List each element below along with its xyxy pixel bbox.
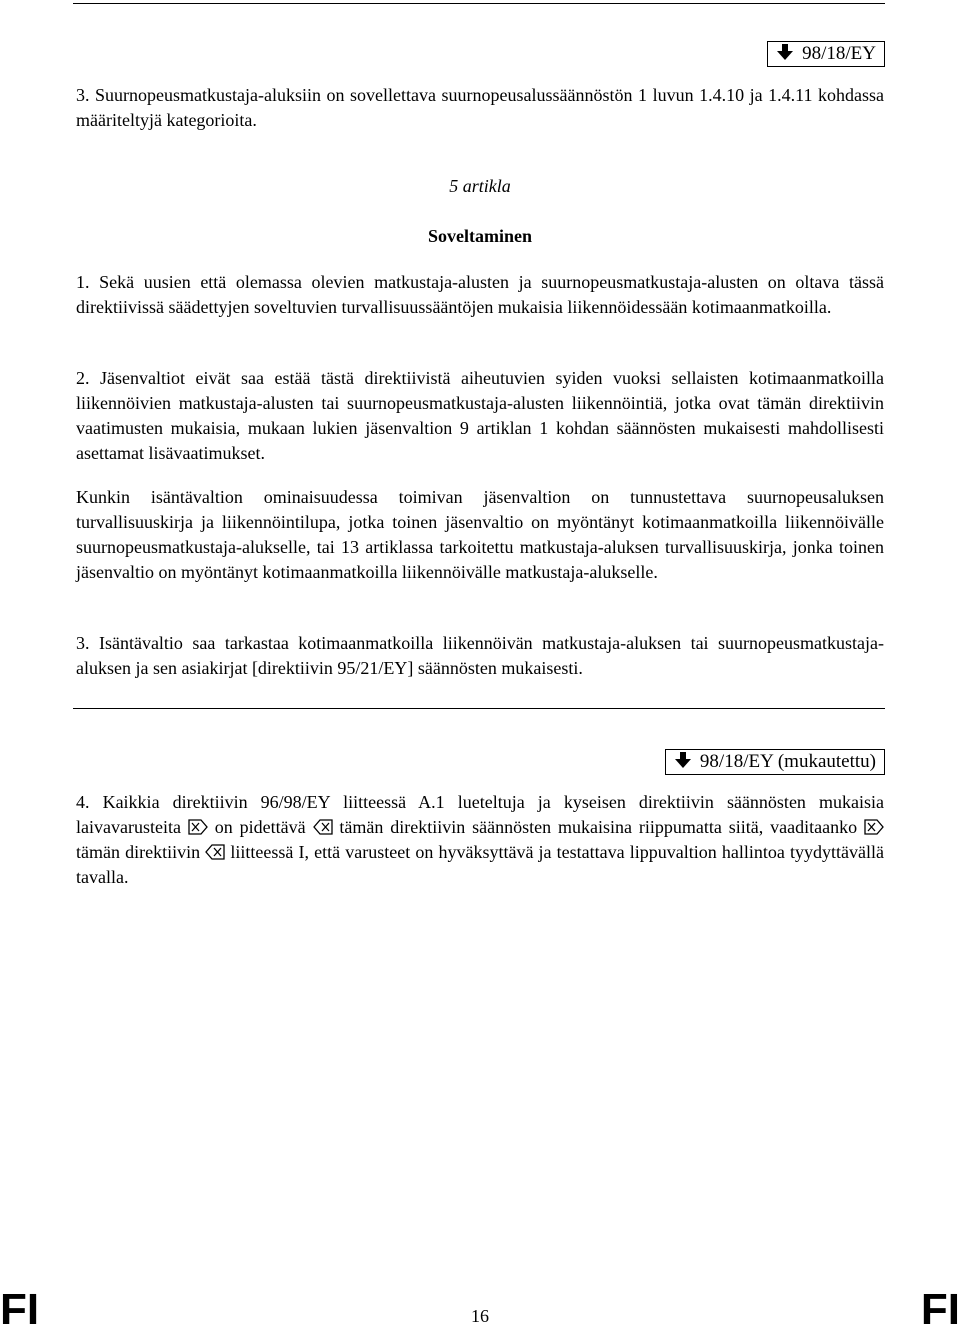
article-number: 5 artikla [449,176,511,196]
paragraph-4-text-3: tämän direktiivin säännösten mukaisina riippumatta siitä, vaaditaanko [332,817,864,837]
footer-language-left: FI [0,1285,40,1334]
amendment-reference-label-adapted: 98/18/EY (mukautettu) [699,751,876,772]
footer-language-right: FI [920,1285,960,1334]
arrow-down-bold-icon [776,43,794,61]
amendment-reference-box-adapted [665,749,885,775]
paragraph-4-text-4: tämän direktiivin [76,842,206,862]
deletion-end-icon [205,844,225,860]
header-rule [73,3,885,4]
article-title: Soveltaminen [427,226,532,246]
amendment-reference-label: 98/18/EY [802,43,876,64]
paragraph-1: 1. Sekä uusien että olemassa olevien matkustaja-alusten ja suurnopeusmatkustaja-alusten on oltava tässä direktiivissä säädettyjen soveltuvien turvallisuussääntöjen mukaisia liikennöidessään kotimaanmatkoilla. [76,272,884,317]
arrow-down-bold-icon [674,751,692,769]
paragraph-4 [76,790,884,890]
paragraph-2: 2. Jäsenvaltiot eivät saa estää tästä direktiivistä aiheutuvien syiden vuoksi sellaisten kotimaanmatkoilla liikennöivien matkustaja-alusten tai suurnopeusmatkustaja-alusten liikennöintiä, jotka ovat tämän direktiivin vaatimusten mukaisia, mukaan lukien jäsenvaltion 9 artiklan 1 kohdan säännösten mukaisesti mahdollisesti asettamat lisävaatimukset. [76,368,884,463]
paragraph-4-text-2: on pidettävä [207,817,313,837]
paragraph-4-text-5: liitteessä I, että varusteet on hyväksyttävä ja testattava lippuvaltion hallintoa tyydyttävällä tavalla. [76,842,884,887]
deletion-start-icon [188,819,208,835]
paragraph-3-inspection: 3. Isäntävaltio saa tarkastaa kotimaanmatkoilla liikennöivän matkustaja-aluksen tai suurnopeusmatkustaja-aluksen ja sen asiakirjat [direktiivin 95/21/EY] säännösten mukaisesti. [76,633,884,678]
paragraph-4-text-1: 4. Kaikkia direktiivin 96/98/EY liitteessä A.1 lueteltuja ja kyseisen direktiivin säännösten mukaisia laivavarusteita [76,792,884,837]
paragraph-2-continued: Kunkin isäntävaltion ominaisuudessa toimivan jäsenvaltion on tunnustettava suurnopeusaluksen turvallisuuskirja ja liikennöintilupa, jotka toinen jäsenvaltio on myöntänyt kotimaanmatkoilla liikennöivälle suurnopeusmatkustaja-alukselle, tai 13 artiklassa tarkoitettu matkustaja-aluksen turvallisuuskirja, jonka toinen jäsenvaltio on myöntänyt kotimaanmatkoilla liikennöivälle matkustaja-alukselle. [76,487,884,582]
page-number: 16 [471,1306,489,1326]
deletion-start-icon [864,819,884,835]
paragraph-3-categories: 3. Suurnopeusmatkustaja-aluksiin on sovellettava suurnopeusalussäännöstön 1 luvun 1.4.10 ja 1.4.11 kohdassa määriteltyjä kategorioita. [76,85,884,130]
deletion-end-icon [313,819,333,835]
section-rule [73,708,885,709]
amendment-reference-box [767,41,885,67]
